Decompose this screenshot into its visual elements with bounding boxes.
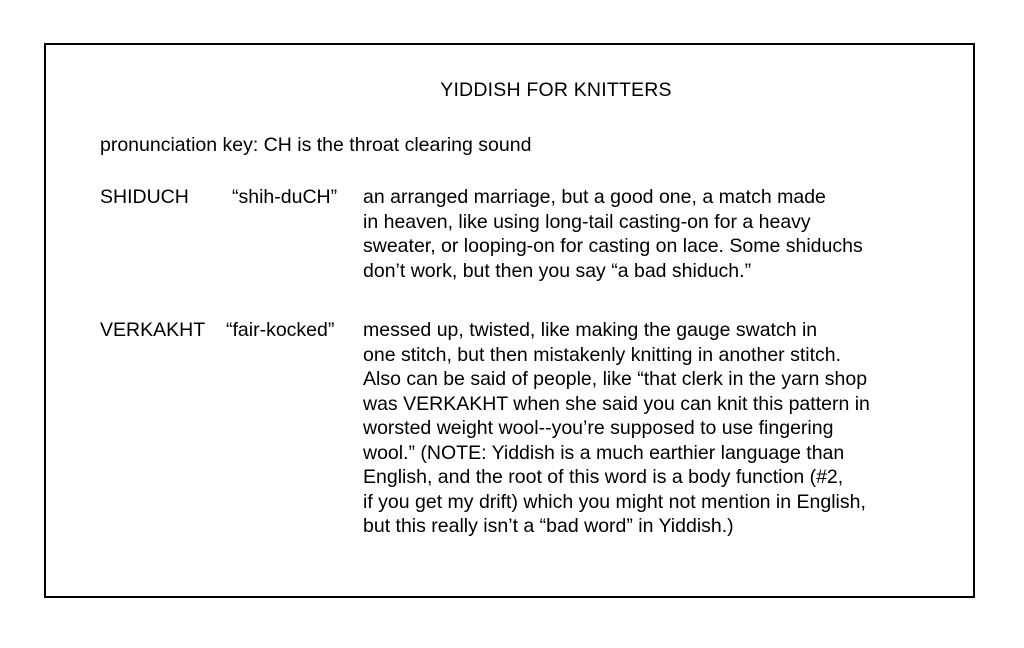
- pronunciation-key: pronunciation key: CH is the throat clearing sound: [100, 134, 532, 156]
- definition-line: one stitch, but then mistakenly knitting in another stitch.: [363, 343, 842, 366]
- definition-line: don’t work, but then you say “a bad shiduch.”: [363, 259, 752, 282]
- definition-line: Also can be said of people, like “that clerk in the yarn shop: [363, 368, 868, 390]
- entry-definition: [363, 318, 983, 539]
- definition-line: worsted weight wool--you’re supposed to use fingering: [363, 417, 834, 439]
- definition-line: messed up, twisted, like making the gauge swatch in: [363, 319, 818, 341]
- definition-line: but this really isn’t a “bad word” in Yiddish.): [363, 515, 734, 537]
- entry-term: VERKAKHT: [100, 319, 206, 341]
- definition-line: in heaven, like using long-tail casting-on for a heavy: [363, 210, 811, 233]
- definition-line: if you get my drift) which you might not mention in English,: [363, 490, 866, 513]
- definition-line: wool.” (NOTE: Yiddish is a much earthier language than: [363, 441, 845, 464]
- definition-line: was VERKAKHT when she said you can knit this pattern in: [363, 392, 870, 415]
- definition-line: an arranged marriage, but a good one, a match made: [363, 186, 826, 208]
- definition-line: English, and the root of this word is a body function (#2,: [363, 466, 844, 488]
- entry-definition: [363, 185, 983, 283]
- entry-pronunciation: “fair-kocked”: [226, 319, 335, 341]
- document-title: YIDDISH FOR KNITTERS: [440, 79, 672, 101]
- entry-term: SHIDUCH: [100, 186, 189, 208]
- entry-pronunciation: “shih-duCH”: [232, 186, 338, 208]
- definition-line: sweater, or looping-on for casting on lace. Some shiduchs: [363, 235, 863, 257]
